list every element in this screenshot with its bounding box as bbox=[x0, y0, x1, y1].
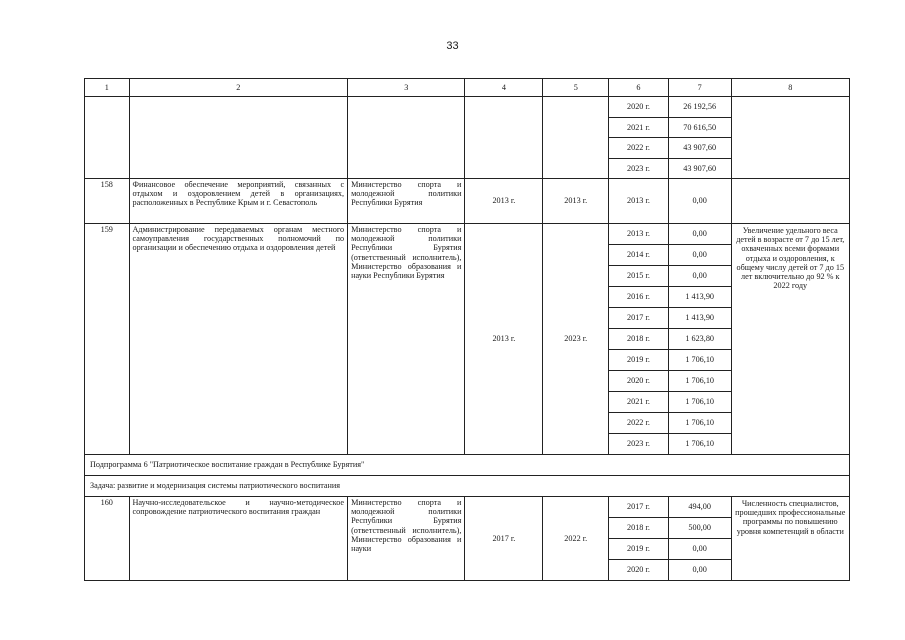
year-cell: 2013 г. bbox=[609, 224, 669, 245]
header-col-5: 5 bbox=[543, 79, 609, 97]
header-col-7: 7 bbox=[668, 79, 731, 97]
executor: Министерство спорта и молодежной политики Республики Бурятия (ответственный исполнитель), Министерство образования и науки Республики Бурятия bbox=[348, 224, 465, 455]
amount-cell: 1 413,90 bbox=[668, 308, 731, 329]
row-number: 160 bbox=[85, 497, 130, 581]
cont-start-cell bbox=[465, 97, 543, 179]
cont-name-cell bbox=[129, 97, 348, 179]
row-number: 158 bbox=[85, 179, 130, 224]
header-col-3: 3 bbox=[348, 79, 465, 97]
header-col-8: 8 bbox=[731, 79, 849, 97]
amount-cell: 1 413,90 bbox=[668, 287, 731, 308]
header-col-4: 4 bbox=[465, 79, 543, 97]
amount-cell: 494,00 bbox=[668, 497, 731, 518]
amount-cell: 0,00 bbox=[668, 224, 731, 245]
amount-cell: 1 706,10 bbox=[668, 434, 731, 455]
year-cell: 2020 г. bbox=[609, 371, 669, 392]
year-cell: 2018 г. bbox=[609, 329, 669, 350]
table-row-160 bbox=[85, 497, 850, 518]
year-cell: 2021 г. bbox=[609, 392, 669, 413]
header-col-6: 6 bbox=[609, 79, 669, 97]
measure-name: Финансовое обеспечение мероприятий, связанных с отдыхом и оздоровлением детей в организациях, расположенных в Республике Крым и г. Севастополь bbox=[129, 179, 348, 224]
amount-cell: 0,00 bbox=[668, 560, 731, 581]
header-col-2: 2 bbox=[129, 79, 348, 97]
year-cell: 2018 г. bbox=[609, 518, 669, 539]
amount-cell: 1 706,10 bbox=[668, 392, 731, 413]
subprogram-title: Подпрограмма 6 "Патриотическое воспитание граждан в Республике Бурятия" bbox=[85, 455, 850, 476]
amount-cell: 0,00 bbox=[668, 245, 731, 266]
executor: Министерство спорта и молодежной политики Республики Бурятия bbox=[348, 179, 465, 224]
executor: Министерство спорта и молодежной политики Республики Бурятия (ответственный исполнитель), Министерство образования и науки bbox=[348, 497, 465, 581]
amount-cell: 1 706,10 bbox=[668, 413, 731, 434]
year-cell: 2022 г. bbox=[609, 138, 669, 159]
year-cell: 2020 г. bbox=[609, 560, 669, 581]
table-row-159 bbox=[85, 224, 850, 245]
end-year: 2023 г. bbox=[543, 224, 609, 455]
amount-cell: 0,00 bbox=[668, 179, 731, 224]
year-cell: 2019 г. bbox=[609, 350, 669, 371]
end-year: 2013 г. bbox=[543, 179, 609, 224]
cont-executor-cell bbox=[348, 97, 465, 179]
amount-cell: 43 907,60 bbox=[668, 158, 731, 179]
amount-cell: 26 192,56 bbox=[668, 97, 731, 118]
year-cell: 2017 г. bbox=[609, 308, 669, 329]
cont-end-cell bbox=[543, 97, 609, 179]
start-year: 2017 г. bbox=[465, 497, 543, 581]
amount-cell: 1 623,80 bbox=[668, 329, 731, 350]
task-row bbox=[85, 476, 850, 497]
amount-cell: 0,00 bbox=[668, 266, 731, 287]
start-year: 2013 г. bbox=[465, 179, 543, 224]
table-row-158 bbox=[85, 179, 850, 224]
year-cell: 2016 г. bbox=[609, 287, 669, 308]
subprogram-row bbox=[85, 455, 850, 476]
year-cell: 2023 г. bbox=[609, 434, 669, 455]
cont-result-cell bbox=[731, 97, 849, 179]
year-cell: 2021 г. bbox=[609, 117, 669, 138]
year-cell: 2013 г. bbox=[609, 179, 669, 224]
end-year: 2022 г. bbox=[543, 497, 609, 581]
task-title: Задача: развитие и модернизация системы патриотического воспитания bbox=[85, 476, 850, 497]
measure-name: Администрирование передаваемых органам местного самоуправления государственных полномочий по организации и обеспечению отдыха и оздоровления детей bbox=[129, 224, 348, 455]
year-cell: 2015 г. bbox=[609, 266, 669, 287]
amount-cell: 500,00 bbox=[668, 518, 731, 539]
year-cell: 2014 г. bbox=[609, 245, 669, 266]
amount-cell: 1 706,10 bbox=[668, 371, 731, 392]
page-number: 33 bbox=[446, 40, 459, 52]
cont-num-cell bbox=[85, 97, 130, 179]
header-col-1: 1 bbox=[85, 79, 130, 97]
amount-cell: 43 907,60 bbox=[668, 138, 731, 159]
year-cell: 2017 г. bbox=[609, 497, 669, 518]
year-cell: 2022 г. bbox=[609, 413, 669, 434]
measure-name: Научно-исследовательское и научно-методическое сопровождение патриотического воспитания граждан bbox=[129, 497, 348, 581]
amount-cell: 70 616,50 bbox=[668, 117, 731, 138]
amount-cell: 0,00 bbox=[668, 539, 731, 560]
program-table bbox=[84, 78, 850, 581]
result-indicator: Численность специалистов, прошедших профессиональные программы по повышению уровня компетенций в области bbox=[731, 497, 849, 581]
year-cell: 2020 г. bbox=[609, 97, 669, 118]
year-cell: 2023 г. bbox=[609, 158, 669, 179]
row-number: 159 bbox=[85, 224, 130, 455]
year-cell: 2019 г. bbox=[609, 539, 669, 560]
start-year: 2013 г. bbox=[465, 224, 543, 455]
result-cell bbox=[731, 179, 849, 224]
table-row bbox=[85, 97, 850, 118]
amount-cell: 1 706,10 bbox=[668, 350, 731, 371]
header-row bbox=[85, 79, 850, 97]
result-indicator: Увеличение удельного веса детей в возрасте от 7 до 15 лет, охваченных всеми формами отдыха и оздоровления, к общему числу детей от 7 до 15 лет включительно до 92 % к 2022 году bbox=[731, 224, 849, 455]
